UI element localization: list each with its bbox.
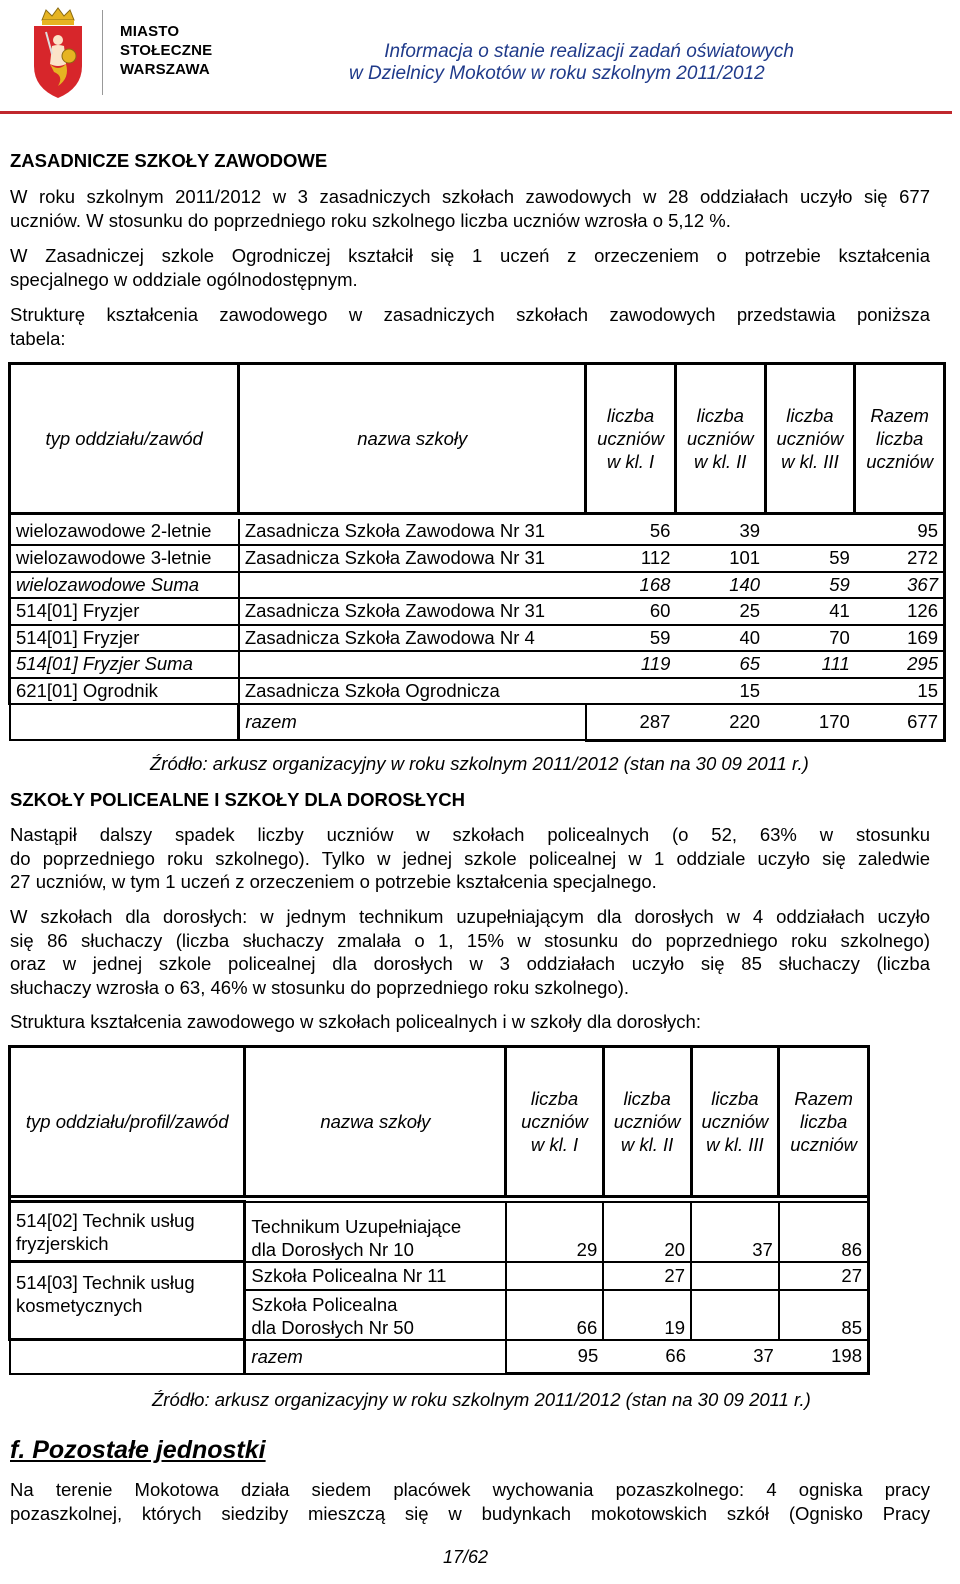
header-text: liczba — [875, 428, 924, 449]
paragraph — [10, 823, 930, 894]
header-text: w kl. I — [606, 451, 655, 472]
header-k3 — [691, 1047, 779, 1197]
section-heading-vocational: ZASADNICZE SZKOŁY ZAWODOWE — [10, 150, 328, 171]
text-line: do poprzedniego roku szkolnego). Tylko w jednej szkole policealnej w 1 oddziale uczyło się zaledwie — [10, 847, 930, 869]
header-text: Razem — [794, 1088, 853, 1109]
school-cell: Zasadnicza Szkoła Ogrodnicza — [239, 678, 586, 705]
logo-divider — [102, 10, 103, 95]
sum-total: 677 — [855, 704, 945, 740]
k1-cell: 66 — [506, 1290, 603, 1340]
table-row — [10, 598, 945, 625]
table-row — [10, 651, 945, 678]
k2-cell: 140 — [675, 572, 765, 599]
total-cell: 295 — [855, 651, 945, 678]
paragraph — [10, 303, 930, 350]
k1-cell: 56 — [586, 519, 676, 546]
k2-cell: 25 — [675, 598, 765, 625]
type-cell: 514[01] Fryzjer Suma — [10, 651, 239, 678]
school-cell — [239, 572, 586, 599]
sum-label: razem — [245, 1340, 506, 1374]
header-school: nazwa szkoły — [245, 1047, 506, 1197]
text-line: słuchaczy wzrosła o 63, 46% w stosunku do poprzedniego roku szkolnego). — [10, 976, 630, 998]
total-cell: 169 — [855, 625, 945, 652]
header-text: liczba — [606, 405, 655, 426]
k1-cell — [586, 678, 676, 705]
k2-cell: 39 — [675, 519, 765, 546]
table2-source: Źródło: arkusz organizacyjny w roku szkolnym 2011/2012 (stan na 30 09 2011 r.) — [152, 1389, 811, 1410]
header-text: liczba — [696, 405, 744, 426]
sum-k1: 287 — [586, 704, 676, 740]
page-number: 17/62 — [443, 1547, 489, 1567]
postsecondary-structure-table — [8, 1045, 870, 1375]
table-row — [10, 572, 945, 599]
header-school: nazwa szkoły — [239, 364, 586, 514]
k2-cell: 19 — [603, 1290, 691, 1340]
school-cell — [245, 1202, 506, 1262]
k2-cell: 15 — [675, 678, 765, 705]
logo-text-line: WARSZAWA — [120, 61, 210, 78]
warsaw-coat-of-arms-logo — [28, 6, 88, 101]
header-text: liczba — [711, 1088, 759, 1109]
k1-cell: 59 — [586, 625, 676, 652]
total-cell: 367 — [855, 572, 945, 599]
text-line: specjalnego w oddziale ogólnodostępnym. — [10, 268, 358, 290]
header-k1 — [586, 364, 676, 514]
logo-text-line: MIASTO — [120, 23, 180, 40]
header-text: uczniów — [686, 428, 754, 449]
k3-cell — [765, 519, 855, 546]
header-text: uczniów — [866, 451, 934, 472]
table-body — [10, 514, 945, 705]
total-cell: 95 — [855, 519, 945, 546]
paragraph — [10, 185, 930, 232]
school-cell — [239, 651, 586, 678]
type-cell: 514[01] Fryzjer — [10, 625, 239, 652]
header-text: uczniów — [521, 1111, 588, 1132]
header-text: uczniów — [613, 1111, 681, 1132]
total-cell: 126 — [855, 598, 945, 625]
k3-cell: 111 — [765, 651, 855, 678]
header-rule — [0, 111, 952, 114]
table1-source: Źródło: arkusz organizacyjny w roku szkolnym 2011/2012 (stan na 30 09 2011 r.) — [150, 753, 809, 774]
table-row — [10, 1202, 869, 1262]
k2-cell: 40 — [675, 625, 765, 652]
table-sum-row — [10, 704, 945, 740]
text-line: pozaszkolnej, których siedziby mieszczą się w budynkach mokotowskich szkół (Ognisko Pracy — [10, 1502, 930, 1524]
k2-cell: 65 — [675, 651, 765, 678]
sum-k3: 37 — [691, 1340, 779, 1374]
table-row — [10, 545, 945, 572]
school-cell: Zasadnicza Szkoła Zawodowa Nr 31 — [239, 519, 586, 546]
text-line: W szkołach dla dorosłych: w jednym technikum uzupełniającym dla dorosłych w 4 oddziałach uczyło — [10, 906, 930, 927]
text-line: W Zasadniczej szkole Ogrodniczej kształcił się 1 uczeń z orzeczeniem o potrzebie kształcenia — [10, 245, 930, 266]
header-text: w kl. I — [530, 1134, 579, 1155]
k1-cell — [506, 1262, 603, 1290]
k3-cell: 59 — [765, 545, 855, 572]
school-text: Technikum Uzupełniające — [251, 1215, 462, 1237]
k2-cell: 101 — [675, 545, 765, 572]
school-text: Szkoła Policealna — [251, 1293, 398, 1315]
total-cell: 15 — [855, 678, 945, 705]
table-row — [10, 1262, 869, 1290]
type-text: 514[03] Technik usług — [16, 1272, 195, 1293]
k3-cell: 37 — [691, 1202, 779, 1262]
text-line: Na terenie Mokotowa działa siedem placówek wychowania pozaszkolnego: 4 ogniska pracy — [10, 1479, 930, 1500]
header-type: typ oddziału/profil/zawód — [10, 1047, 245, 1197]
school-cell: Zasadnicza Szkoła Zawodowa Nr 4 — [239, 625, 586, 652]
total-cell: 85 — [779, 1290, 869, 1340]
header-total — [779, 1047, 869, 1197]
paragraph — [10, 1478, 930, 1525]
type-cell: 514[01] Fryzjer — [10, 598, 239, 625]
vocational-structure-table — [8, 362, 946, 742]
k3-cell — [691, 1262, 779, 1290]
total-cell: 272 — [855, 545, 945, 572]
text-line: Struktura kształcenia zawodowego w szkołach policealnych i w szkoły dla dorosłych: — [10, 1011, 701, 1032]
table-header-row — [10, 364, 945, 514]
empty-cell — [10, 704, 239, 740]
paragraph — [10, 1010, 930, 1034]
empty-cell — [10, 1340, 245, 1374]
table-header-row — [10, 1047, 869, 1197]
header-text: liczba — [623, 1088, 671, 1109]
k3-cell — [765, 678, 855, 705]
header-text: uczniów — [790, 1134, 858, 1155]
paragraph — [10, 905, 930, 999]
text-line: oraz w jednej szkole policealnej dla dorosłych w 3 oddziałach uczyło się 85 słuchaczy (liczba — [10, 953, 930, 974]
header-text: w kl. II — [620, 1134, 674, 1155]
logo-text — [120, 22, 212, 79]
type-text: fryzjerskich — [16, 1233, 109, 1254]
header-k2 — [603, 1047, 691, 1197]
header-text: Razem — [870, 405, 929, 426]
k3-cell — [691, 1290, 779, 1340]
table-row — [10, 519, 945, 546]
header-text: uczniów — [776, 428, 844, 449]
header-type: typ oddziału/zawód — [10, 364, 239, 514]
k1-cell: 60 — [586, 598, 676, 625]
header-k2 — [675, 364, 765, 514]
type-text: 514[02] Technik usług — [16, 1210, 195, 1231]
header-k3 — [765, 364, 855, 514]
type-text: kosmetycznych — [16, 1295, 143, 1316]
school-cell: Zasadnicza Szkoła Zawodowa Nr 31 — [239, 545, 586, 572]
sum-k1: 95 — [506, 1340, 603, 1374]
paragraph — [10, 244, 930, 291]
type-cell: 621[01] Ogrodnik — [10, 678, 239, 705]
header-text: w kl. III — [706, 1134, 764, 1155]
total-cell: 27 — [779, 1262, 869, 1290]
text-line: Nastąpił dalszy spadek liczby uczniów w szkołach policealnych (o 52, 63% w stosunku — [10, 824, 930, 845]
sum-total: 198 — [779, 1340, 869, 1374]
section-heading-other-units: f. Pozostałe jednostki — [10, 1436, 266, 1464]
logo-text-line: STOŁECZNE — [120, 42, 213, 59]
header-text: w kl. II — [694, 451, 747, 472]
text-line: tabela: — [10, 327, 66, 349]
text-line: uczniów. W stosunku do poprzedniego roku szkolnego liczba uczniów wzrosła o 5,12 %. — [10, 209, 731, 231]
type-cell — [10, 1202, 245, 1262]
k3-cell: 41 — [765, 598, 855, 625]
k1-cell: 112 — [586, 545, 676, 572]
sum-k2: 220 — [675, 704, 765, 740]
k1-cell: 168 — [586, 572, 676, 599]
school-cell: Szkoła Policealna Nr 11 — [245, 1262, 506, 1290]
section-heading-postsecondary: SZKOŁY POLICEALNE I SZKOŁY DLA DOROSŁYCH — [10, 789, 465, 810]
k3-cell: 70 — [765, 625, 855, 652]
sum-label: razem — [239, 704, 586, 740]
header-text: liczba — [799, 1111, 848, 1132]
school-text: dla Dorosłych Nr 50 — [251, 1316, 414, 1338]
header-text: uczniów — [597, 428, 664, 449]
school-text: dla Dorosłych Nr 10 — [251, 1238, 414, 1260]
table-sum-row — [10, 1340, 869, 1374]
sum-k2: 66 — [603, 1340, 691, 1374]
school-cell: Zasadnicza Szkoła Zawodowa Nr 31 — [239, 598, 586, 625]
type-cell: wielozawodowe Suma — [10, 572, 239, 599]
text-line: 27 uczniów, w tym 1 uczeń z orzeczeniem o potrzebie kształcenia specjalnego. — [10, 871, 657, 892]
text-line: się 86 słuchaczy (liczba słuchaczy zmalała o 1, 15% w stosunku do poprzedniego roku szkolnego) — [10, 929, 930, 951]
header-text: w kl. III — [781, 451, 839, 472]
total-cell: 86 — [779, 1202, 869, 1262]
k3-cell: 59 — [765, 572, 855, 599]
text-line: Strukturę kształcenia zawodowego w zasadniczych szkołach zawodowych przedstawia poniższa — [10, 304, 930, 325]
k2-cell: 27 — [603, 1262, 691, 1290]
k1-cell: 29 — [506, 1202, 603, 1262]
header-text: liczba — [530, 1088, 579, 1109]
header-title-line2: w Dzielnicy Mokotów w roku szkolnym 2011/2012 — [349, 63, 765, 84]
type-cell: wielozawodowe 3-letnie — [10, 545, 239, 572]
k2-cell: 20 — [603, 1202, 691, 1262]
table-row — [10, 625, 945, 652]
header-text: uczniów — [701, 1111, 769, 1132]
header-k1 — [506, 1047, 603, 1197]
header-total — [855, 364, 945, 514]
header-title-line1: Informacja o stanie realizacji zadań oświatowych — [384, 41, 794, 62]
school-cell — [245, 1290, 506, 1340]
sum-k3: 170 — [765, 704, 855, 740]
table-row — [10, 678, 945, 705]
k1-cell: 119 — [586, 651, 676, 678]
text-line: W roku szkolnym 2011/2012 w 3 zasadniczych szkołach zawodowych w 28 oddziałach uczyło się 677 — [10, 186, 930, 207]
header-text: liczba — [786, 405, 834, 426]
type-cell: wielozawodowe 2-letnie — [10, 519, 239, 546]
type-cell — [10, 1262, 245, 1340]
